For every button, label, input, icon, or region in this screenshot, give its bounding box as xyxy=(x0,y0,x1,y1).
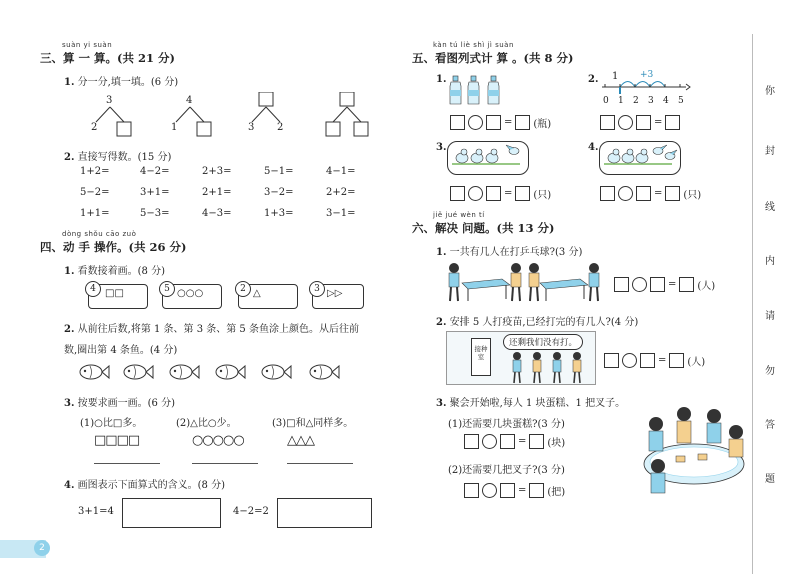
question-text: 一共有几人在打乒乓球?(3 分) xyxy=(449,247,583,258)
sub-question-1: (1)还需要几块蛋糕?(3 分) xyxy=(448,419,565,430)
tick-label: 3 xyxy=(648,96,654,106)
tick-label: 5 xyxy=(678,96,684,106)
question-text: 直接写得数。(15 分) xyxy=(77,152,172,163)
flying-bird-icon xyxy=(665,150,677,160)
answer-box[interactable] xyxy=(665,115,680,130)
arithmetic-item: 5−3= xyxy=(140,208,170,219)
child-icon xyxy=(707,409,721,443)
child-icon xyxy=(533,352,541,383)
number-bond-tree xyxy=(326,92,368,136)
answer-equation-1 xyxy=(450,115,551,130)
answer-box[interactable] xyxy=(679,277,694,292)
problem-6-1 xyxy=(436,243,582,258)
flying-bird-icon xyxy=(506,145,519,155)
fish-icon[interactable] xyxy=(216,365,245,379)
answer-box[interactable] xyxy=(486,186,501,201)
answer-line[interactable] xyxy=(287,463,353,464)
equation: 3+1=4 xyxy=(78,506,114,517)
draw-card[interactable] xyxy=(238,284,298,309)
question-number: 3. xyxy=(436,398,447,409)
arithmetic-item: 1+2= xyxy=(80,166,110,177)
child-icon xyxy=(589,263,599,301)
answer-box[interactable] xyxy=(665,186,680,201)
answer-box[interactable] xyxy=(450,115,465,130)
answer-box[interactable] xyxy=(604,353,619,368)
equals-sign: = xyxy=(518,485,527,496)
operator-circle[interactable] xyxy=(482,483,497,498)
operator-circle[interactable] xyxy=(622,353,637,368)
equation: 4−2=2 xyxy=(233,506,269,517)
draw-card[interactable] xyxy=(88,284,148,309)
question-4-1 xyxy=(64,262,165,277)
section-3-title: 三、算 一 算。(共 21 分) xyxy=(40,51,175,65)
child-icon xyxy=(511,263,521,301)
draw-item-2: (2)△比○少。 xyxy=(176,418,237,429)
child-icon xyxy=(677,407,691,443)
unit-label: (块) xyxy=(547,438,566,449)
arithmetic-item: 3−2= xyxy=(264,187,294,198)
operator-circle[interactable] xyxy=(618,186,633,201)
bird-icon xyxy=(456,149,468,163)
arithmetic-item: 1+3= xyxy=(264,208,294,219)
binding-line xyxy=(752,34,753,574)
child-icon xyxy=(573,352,581,383)
bird-icon xyxy=(608,149,620,163)
answer-box[interactable] xyxy=(464,434,479,449)
equals-sign: = xyxy=(504,188,513,199)
equals-sign: = xyxy=(668,279,677,290)
page-number: 2 xyxy=(34,540,50,556)
unit-label: (瓶) xyxy=(533,119,552,130)
section-3-pinyin: suàn yi suàn xyxy=(62,41,113,49)
answer-box[interactable] xyxy=(464,483,479,498)
speech-bubble: 还剩我们没有打。 xyxy=(503,334,583,350)
question-number: 1. xyxy=(64,77,75,88)
tick-label: 1 xyxy=(618,96,624,106)
tree-left-value: 2 xyxy=(91,122,98,133)
draw-item-1: (1)○比□多。 xyxy=(80,418,143,429)
margin-char: 你 xyxy=(765,86,775,97)
question-number: 2. xyxy=(64,152,75,163)
question-4-2 xyxy=(64,320,404,335)
question-text: 画图表示下面算式的含义。(8 分) xyxy=(77,480,225,491)
unit-label: (人) xyxy=(687,357,706,368)
card-number: 2 xyxy=(235,281,251,297)
card-shapes: ▷▷ xyxy=(327,288,343,299)
drawing-box[interactable] xyxy=(277,498,372,528)
operator-circle[interactable] xyxy=(482,434,497,449)
fish-icon[interactable] xyxy=(310,365,339,379)
section-5-pinyin: kàn tú liè shì jì suàn xyxy=(433,41,514,49)
number-bond-tree xyxy=(96,107,131,136)
arithmetic-item: 4−1= xyxy=(326,166,356,177)
problem-1-number: 1. xyxy=(436,74,447,85)
draw-item-3: (3)□和△同样多。 xyxy=(272,418,354,429)
problem-6-3 xyxy=(436,394,625,409)
given-squares: □□□□ xyxy=(94,433,140,448)
child-icon xyxy=(529,263,539,301)
bird-icon xyxy=(622,149,634,163)
operator-circle[interactable] xyxy=(468,115,483,130)
answer-box[interactable] xyxy=(500,483,515,498)
birds-picture-2 xyxy=(599,141,681,175)
section-5-title: 五、看图列式计 算 。(共 8 分) xyxy=(412,51,574,65)
question-2 xyxy=(64,148,171,163)
given-triangles: △△△ xyxy=(287,433,314,448)
answer-box[interactable] xyxy=(600,115,615,130)
cake-icon xyxy=(698,454,707,460)
answer-box[interactable] xyxy=(614,277,629,292)
answer-box[interactable] xyxy=(515,186,530,201)
answer-equation-3 xyxy=(450,186,551,201)
number-line-jump: +3 xyxy=(640,70,654,80)
arithmetic-item: 4−3= xyxy=(202,208,232,219)
question-text: 分一分,填一填。(6 分) xyxy=(77,77,179,88)
card-shapes: ○○○ xyxy=(177,288,204,299)
unit-label: (人) xyxy=(697,281,716,292)
table-tennis-table xyxy=(540,279,588,301)
fish-icon[interactable] xyxy=(80,365,109,379)
unit-label: (把) xyxy=(547,487,566,498)
child-icon xyxy=(553,352,561,383)
answer-box[interactable] xyxy=(529,483,544,498)
tick-label: 0 xyxy=(603,96,609,106)
bird-icon xyxy=(636,149,648,163)
fish-icon[interactable] xyxy=(262,365,291,379)
margin-char: 答 xyxy=(765,420,775,431)
answer-equation-6-3-1 xyxy=(464,434,565,449)
equals-sign: = xyxy=(654,117,663,128)
question-4-3 xyxy=(64,394,175,409)
given-circles: ○○○○○ xyxy=(192,433,244,448)
fish-icon[interactable] xyxy=(170,365,199,379)
sub-question-2: (2)还需要几把叉子?(3 分) xyxy=(448,465,565,476)
section-4-pinyin: dòng shǒu cāo zuò xyxy=(62,230,137,238)
answer-equation-2 xyxy=(600,115,680,130)
answer-line[interactable] xyxy=(192,463,258,464)
answer-box[interactable] xyxy=(515,115,530,130)
margin-char: 线 xyxy=(765,202,775,213)
draw-card[interactable] xyxy=(162,284,222,309)
fish-row xyxy=(76,360,366,384)
arithmetic-item: 2+1= xyxy=(202,187,232,198)
bottles-picture xyxy=(447,74,507,106)
answer-box[interactable] xyxy=(529,434,544,449)
arithmetic-item: 2+3= xyxy=(202,166,232,177)
equals-sign: = xyxy=(654,188,663,199)
bottle-icon xyxy=(450,76,461,104)
operator-circle[interactable] xyxy=(618,115,633,130)
party-picture xyxy=(636,402,748,498)
margin-char: 内 xyxy=(765,256,775,267)
arithmetic-item: 3−1= xyxy=(326,208,356,219)
unit-label: (只) xyxy=(533,190,552,201)
cake-icon xyxy=(676,456,685,462)
answer-line[interactable] xyxy=(94,463,160,464)
question-number: 2. xyxy=(64,324,75,335)
room-sign: 接种室 xyxy=(471,338,491,376)
tick-label: 4 xyxy=(663,96,669,106)
card-number: 4 xyxy=(85,281,101,297)
problem-3-number: 3. xyxy=(436,142,447,153)
operator-circle[interactable] xyxy=(632,277,647,292)
question-number: 2. xyxy=(436,317,447,328)
child-icon xyxy=(651,459,665,493)
number-bond-tree xyxy=(252,92,280,122)
arithmetic-item: 1+1= xyxy=(80,208,110,219)
tree-top-value: 3 xyxy=(106,95,113,106)
margin-char: 封 xyxy=(765,146,775,157)
equals-sign: = xyxy=(658,355,667,366)
question-number: 1. xyxy=(64,266,75,277)
answer-equation-4 xyxy=(600,186,701,201)
arithmetic-item: 3+1= xyxy=(140,187,170,198)
answer-equation-6-2 xyxy=(604,353,705,368)
tree-right-value: 2 xyxy=(277,122,284,133)
answer-box[interactable] xyxy=(669,353,684,368)
number-bond-tree xyxy=(176,107,211,136)
question-text: 看数接着画。(8 分) xyxy=(77,266,165,277)
problem-2-number: 2. xyxy=(588,74,599,85)
section-4-title: 四、动 手 操作。(共 26 分) xyxy=(40,240,187,254)
question-text: 安排 5 人打疫苗,已经打完的有几人?(4 分) xyxy=(449,317,639,328)
bottle-icon xyxy=(488,76,499,104)
question-4-4 xyxy=(64,476,225,491)
tick-label: 2 xyxy=(633,96,639,106)
answer-box[interactable] xyxy=(450,186,465,201)
number-line xyxy=(598,72,693,96)
tree-left-value: 1 xyxy=(171,122,178,133)
tree-top-value: 4 xyxy=(186,95,193,106)
section-6-pinyin: jiě jué wèn tí xyxy=(433,211,485,219)
question-text: 聚会开始啦,每人 1 块蛋糕、1 把叉子。 xyxy=(449,398,626,409)
section-6-title: 六、解决 问题。(共 13 分) xyxy=(412,221,555,235)
answer-box[interactable] xyxy=(636,115,651,130)
card-shapes: △ xyxy=(253,288,261,299)
card-number: 3 xyxy=(309,281,325,297)
equals-sign: = xyxy=(518,436,527,447)
problem-6-2 xyxy=(436,313,638,328)
child-icon xyxy=(729,425,743,457)
answer-box[interactable] xyxy=(650,277,665,292)
margin-char: 勿 xyxy=(765,366,775,377)
question-number: 3. xyxy=(64,398,75,409)
bottle-icon xyxy=(468,76,479,104)
bird-icon xyxy=(486,149,498,163)
tree-left-value: 3 xyxy=(248,122,255,133)
question-number: 4. xyxy=(64,480,75,491)
answer-box[interactable] xyxy=(640,353,655,368)
unit-label: (只) xyxy=(683,190,702,201)
vaccination-picture xyxy=(446,331,596,385)
answer-box[interactable] xyxy=(500,434,515,449)
child-icon xyxy=(449,263,459,301)
answer-box[interactable] xyxy=(600,186,615,201)
problem-4-number: 4. xyxy=(588,142,599,153)
arithmetic-item: 4−2= xyxy=(140,166,170,177)
question-text: 按要求画一画。(6 分) xyxy=(77,398,175,409)
margin-char: 请 xyxy=(765,311,775,322)
drawing-box[interactable] xyxy=(122,498,221,528)
question-4-2-cont: 数,圈出第 4 条鱼。(4 分) xyxy=(64,345,178,356)
table-tennis-table xyxy=(462,279,510,301)
margin-char: 题 xyxy=(765,474,775,485)
birds-picture xyxy=(447,141,529,175)
fish-icon[interactable] xyxy=(124,365,153,379)
answer-box[interactable] xyxy=(486,115,501,130)
arithmetic-item: 2+2= xyxy=(326,187,356,198)
equals-sign: = xyxy=(504,117,513,128)
child-icon xyxy=(649,417,663,451)
question-1 xyxy=(64,73,178,88)
flying-bird-icon xyxy=(653,145,667,155)
draw-card[interactable] xyxy=(312,284,364,309)
card-number: 5 xyxy=(159,281,175,297)
arithmetic-item: 5−2= xyxy=(80,187,110,198)
number-bond-trees xyxy=(80,92,380,144)
arithmetic-item: 5−1= xyxy=(264,166,294,177)
ping-pong-picture xyxy=(440,259,605,305)
child-icon xyxy=(513,352,521,383)
answer-equation-6-1 xyxy=(614,277,715,292)
question-number: 1. xyxy=(436,247,447,258)
answer-equation-6-3-2 xyxy=(464,483,565,498)
question-text: 从前往后数,将第 1 条、第 3 条、第 5 条鱼涂上颜色。从后往前 xyxy=(77,324,359,335)
card-shapes: □□ xyxy=(105,288,124,299)
answer-box[interactable] xyxy=(636,186,651,201)
operator-circle[interactable] xyxy=(468,186,483,201)
number-line-start: 1 xyxy=(612,71,619,82)
bird-icon xyxy=(471,149,483,163)
